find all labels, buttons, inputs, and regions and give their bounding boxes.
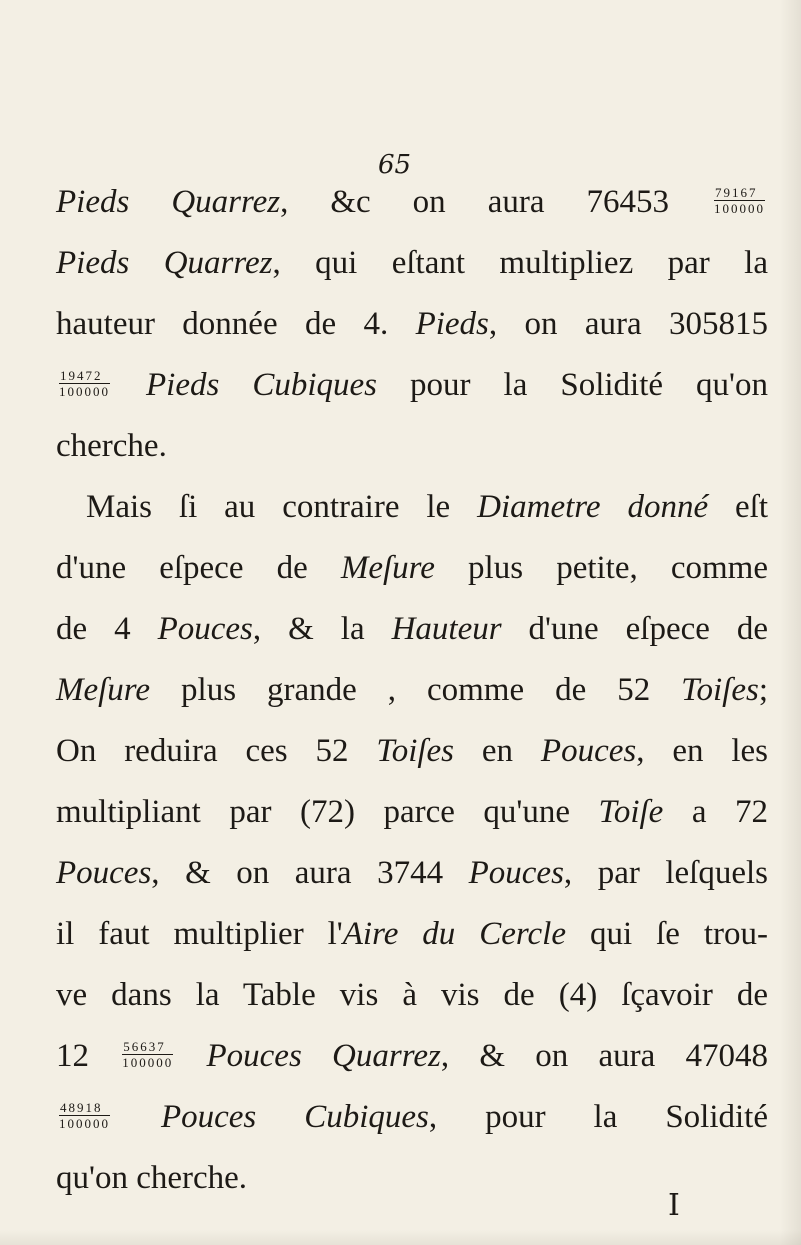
text-run: , en les bbox=[636, 733, 768, 769]
text-run: multipliant par (72) parce qu'une bbox=[56, 794, 599, 830]
text-line bbox=[56, 477, 768, 538]
italic-term: Toiſes bbox=[681, 672, 759, 708]
text-run: , & on aura 3744 bbox=[151, 855, 469, 891]
italic-term: Toiſe bbox=[598, 794, 664, 830]
text-line bbox=[56, 233, 768, 294]
fraction bbox=[59, 368, 110, 399]
fraction-denominator: 100000 bbox=[59, 383, 110, 399]
text-run: , &c on aura 76453 bbox=[280, 184, 711, 220]
fraction bbox=[59, 1100, 110, 1131]
italic-term: Diametre donné bbox=[477, 489, 709, 525]
fraction bbox=[122, 1039, 173, 1070]
italic-term: Pouces bbox=[540, 733, 637, 769]
text-run: d'une eſpece de bbox=[56, 550, 341, 586]
text-run: pour la Solidité qu'on bbox=[377, 367, 768, 403]
fraction-denominator: 100000 bbox=[122, 1054, 174, 1070]
text-run: il faut multiplier l' bbox=[56, 916, 343, 952]
italic-term: Meſure bbox=[56, 672, 151, 708]
italic-term: Pieds Quarrez bbox=[56, 245, 273, 281]
italic-term: Pouces bbox=[157, 611, 253, 647]
text-run: Mais ſi au contraire le bbox=[86, 489, 478, 525]
fraction-numerator: 48918 bbox=[59, 1100, 110, 1116]
text-line bbox=[56, 1026, 768, 1087]
text-run: plus petite, comme bbox=[434, 550, 768, 586]
text-run: 12 bbox=[56, 1038, 120, 1074]
text-run: , par leſquels bbox=[563, 855, 768, 891]
text-run: On reduira ces 52 bbox=[56, 733, 377, 769]
text-run: qu'on cherche. bbox=[56, 1160, 248, 1196]
text-run: qui ſe trou- bbox=[566, 916, 768, 952]
fraction-denominator: 100000 bbox=[713, 200, 765, 216]
text-run: , & la bbox=[252, 611, 392, 647]
text-run: hauteur donnée de 4. bbox=[56, 306, 416, 342]
fraction bbox=[714, 185, 765, 216]
text-run: d'une eſpece de bbox=[501, 611, 769, 647]
page-number: 65 bbox=[378, 150, 412, 180]
text-run: eſt bbox=[708, 489, 769, 525]
italic-term: Pieds Cubiques bbox=[113, 367, 378, 403]
text-run: ; bbox=[758, 672, 768, 708]
text-run: plus grande , comme de 52 bbox=[150, 672, 682, 708]
italic-term: Pieds bbox=[415, 306, 489, 342]
text-line bbox=[56, 904, 768, 965]
text-line bbox=[56, 599, 768, 660]
text-run: de 4 bbox=[56, 611, 158, 647]
text-line bbox=[56, 660, 768, 721]
italic-term: Pieds Quarrez bbox=[56, 184, 281, 220]
text-run: , on aura 305815 bbox=[488, 306, 768, 342]
fraction-numerator: 56637 bbox=[122, 1039, 173, 1055]
italic-term: Pouces Cubiques bbox=[113, 1099, 429, 1135]
text-line bbox=[56, 416, 768, 477]
fraction-numerator: 19472 bbox=[59, 368, 110, 384]
text-run: , pour la Solidité bbox=[428, 1099, 768, 1135]
text-line bbox=[56, 355, 768, 416]
italic-term: Toiſes bbox=[376, 733, 455, 769]
text-run: en bbox=[454, 733, 541, 769]
text-line bbox=[56, 1148, 768, 1209]
text-line bbox=[56, 843, 768, 904]
text-line bbox=[56, 172, 768, 233]
page-edge-shade bbox=[780, 0, 801, 1245]
text-run: a 72 bbox=[663, 794, 768, 830]
italic-term: Pouces bbox=[56, 855, 152, 891]
text-line bbox=[56, 721, 768, 782]
text-line bbox=[56, 965, 768, 1026]
text-run: cherche. bbox=[56, 428, 167, 464]
italic-term: Pouces bbox=[468, 855, 564, 891]
text-line bbox=[56, 1087, 768, 1148]
fraction-numerator: 79167 bbox=[714, 185, 765, 201]
text-line bbox=[56, 538, 768, 599]
text-run: , qui eſtant multipliez par la bbox=[272, 245, 768, 281]
italic-term: Pouces Quarrez bbox=[176, 1038, 441, 1074]
text-line bbox=[56, 782, 768, 843]
body-text bbox=[56, 172, 768, 1209]
italic-term: Meſure bbox=[340, 550, 435, 586]
text-run: , & on aura 47048 bbox=[440, 1038, 769, 1074]
signature-mark: I bbox=[668, 1188, 680, 1223]
text-line bbox=[56, 294, 768, 355]
page-bottom-shade bbox=[0, 1230, 801, 1245]
italic-term: Aire du Cercle bbox=[342, 916, 566, 952]
fraction-denominator: 100000 bbox=[59, 1115, 110, 1131]
text-run: ve dans la Table vis à vis de (4) ſçavoir de bbox=[56, 977, 768, 1013]
italic-term: Hauteur bbox=[391, 611, 502, 647]
